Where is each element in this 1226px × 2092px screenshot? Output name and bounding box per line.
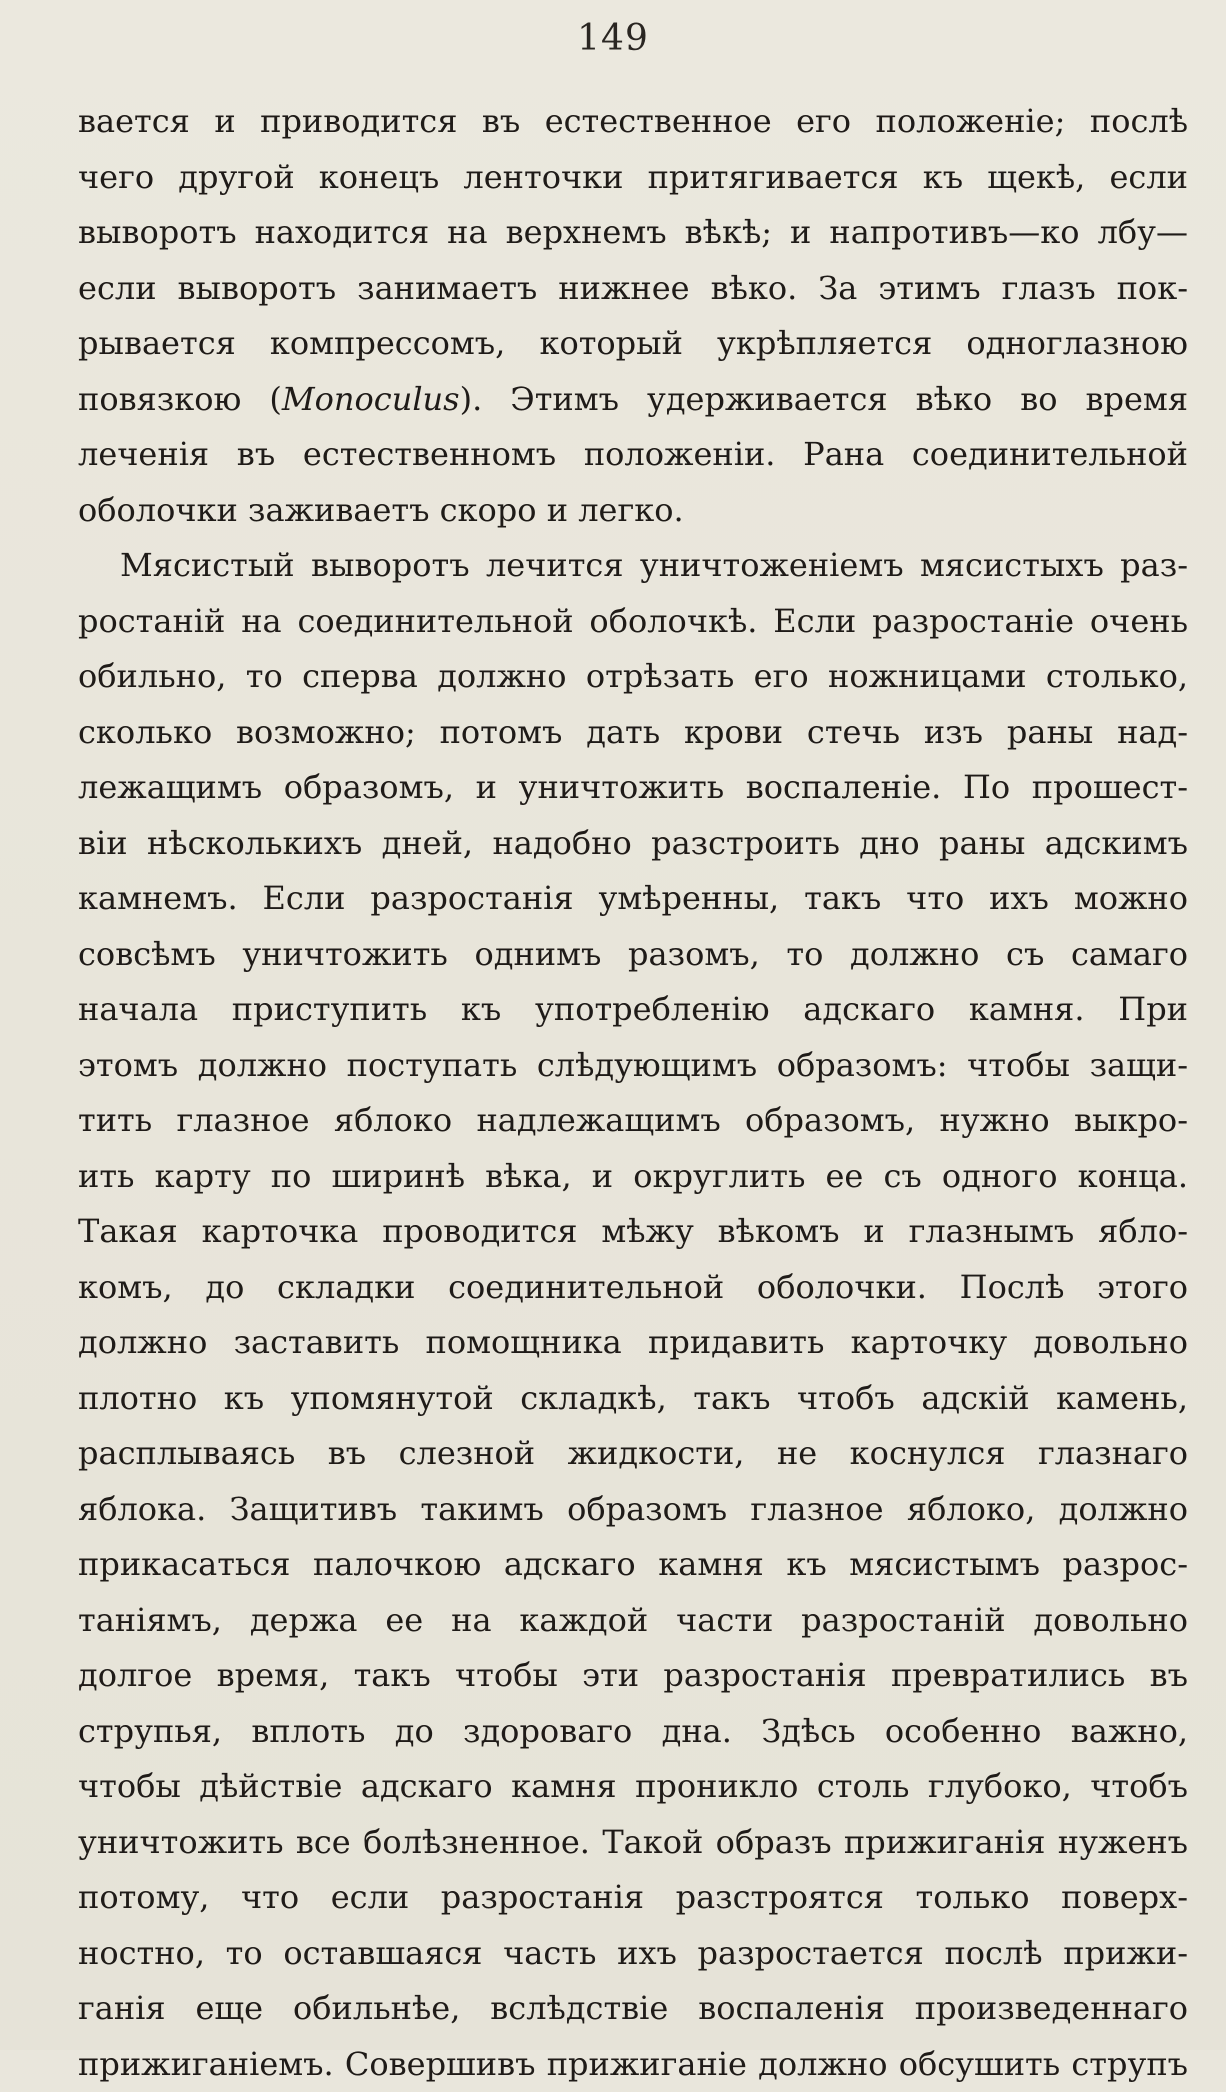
text-line: плотно къ упомянутой складкѣ, такъ чтобъ адскій камень, xyxy=(78,1371,1188,1427)
text-line: віи нѣсколькихъ дней, надобно разстроить дно раны адскимъ xyxy=(78,816,1188,872)
text-line: чего другой конецъ ленточки притягивается къ щекѣ, если xyxy=(78,150,1188,206)
text-line: начала приступить къ употребленію адскаго камня. При xyxy=(78,982,1188,1038)
text-line: лежащимъ образомъ, и уничтожить воспаленіе. По прошест- xyxy=(78,760,1188,816)
text-line: этомъ должно поступать слѣдующимъ образомъ: чтобы защи- xyxy=(78,1038,1188,1094)
latin-term: Monoculus xyxy=(282,380,460,418)
text-line: уничтожить все болѣзненное. Такой образъ прижиганія нуженъ xyxy=(78,1815,1188,1871)
text-line: долгое время, такъ чтобы эти разростанія превратились въ xyxy=(78,1648,1188,1704)
text-line: ить карту по ширинѣ вѣка, и округлить ее съ одного конца. xyxy=(78,1149,1188,1205)
text-line: ганія еще обильнѣе, вслѣдствіе воспаленія произведеннаго xyxy=(78,1981,1188,2037)
text-line: повязкою (Monoculus). Этимъ удерживается вѣко во время xyxy=(78,372,1188,428)
body-text xyxy=(78,94,1188,2092)
text-line: если выворотъ занимаетъ нижнее вѣко. За этимъ глазъ пок- xyxy=(78,261,1188,317)
text-line: вается и приводится въ естественное его положеніе; послѣ xyxy=(78,94,1188,150)
text-line: сколько возможно; потомъ дать крови стечь изъ раны над- xyxy=(78,705,1188,761)
text-line: тить глазное яблоко надлежащимъ образомъ, нужно выкро- xyxy=(78,1093,1188,1149)
text-line: яблока. Защитивъ такимъ образомъ глазное яблоко, должно xyxy=(78,1482,1188,1538)
text-line: Такая карточка проводится мѣжу вѣкомъ и глазнымъ ябло- xyxy=(78,1204,1188,1260)
text-line: выворотъ находится на верхнемъ вѣкѣ; и напротивъ—ко лбу— xyxy=(78,205,1188,261)
text-line: леченія въ естественномъ положеніи. Рана соединительной xyxy=(78,427,1188,483)
text-line: должно заставить помощника придавить карточку довольно xyxy=(78,1315,1188,1371)
text-line: ностно, то оставшаяся часть ихъ разростается послѣ прижи- xyxy=(78,1926,1188,1982)
text-line: прикасаться палочкою адскаго камня къ мясистымъ разрос- xyxy=(78,1537,1188,1593)
text-line: прижиганіемъ. Совершивъ прижиганіе должно обсушить струпъ xyxy=(78,2037,1188,2092)
text-line: струпья, вплоть до здороваго дна. Здѣсь особенно важно, xyxy=(78,1704,1188,1760)
text-line: оболочки заживаетъ скоро и легко. xyxy=(78,483,1188,539)
paragraph-first-line: Мясистый выворотъ лечится уничтоженіемъ мясистыхъ раз- xyxy=(78,538,1188,594)
text-line: таніямъ, держа ее на каждой части разростаній довольно xyxy=(78,1593,1188,1649)
text-line: камнемъ. Если разростанія умѣренны, такъ что ихъ можно xyxy=(78,871,1188,927)
text-line: потому, что если разростанія разстроятся только поверх- xyxy=(78,1870,1188,1926)
text-line: обильно, то сперва должно отрѣзать его ножницами столько, xyxy=(78,649,1188,705)
text-line: ростаній на соединительной оболочкѣ. Если разростаніе очень xyxy=(78,594,1188,650)
text-line: рывается компрессомъ, который укрѣпляется одноглазною xyxy=(78,316,1188,372)
page-number: 149 xyxy=(0,18,1226,59)
text-line: совсѣмъ уничтожить однимъ разомъ, то должно съ самаго xyxy=(78,927,1188,983)
text-line: расплываясь въ слезной жидкости, не коснулся глазнаго xyxy=(78,1426,1188,1482)
text-line: чтобы дѣйствіе адскаго камня проникло столь глубоко, чтобъ xyxy=(78,1759,1188,1815)
text-line: комъ, до складки соединительной оболочки. Послѣ этого xyxy=(78,1260,1188,1316)
